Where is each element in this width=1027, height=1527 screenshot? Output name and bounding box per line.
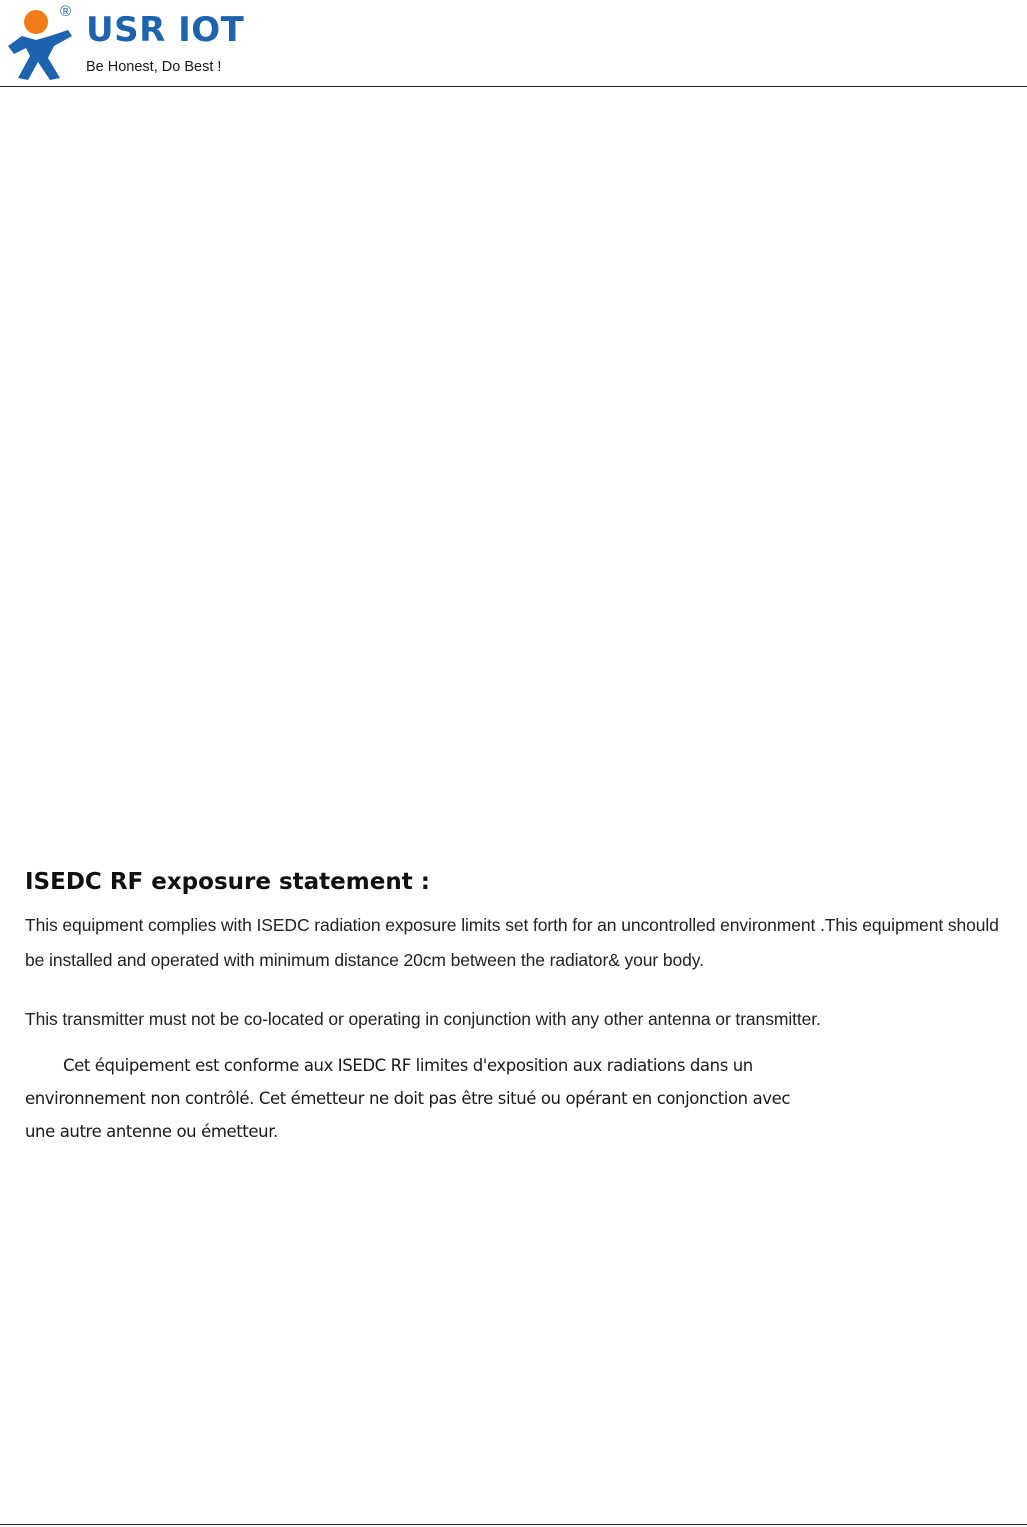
french-line: environnement non contrôlé. Cet émetteur ne doit pas être situé ou opérant en conjonction avec — [25, 1089, 791, 1108]
registered-mark: ® — [60, 3, 72, 20]
footer-divider — [0, 1524, 1027, 1525]
french-line: une autre antenne ou émetteur. — [25, 1122, 278, 1141]
french-statement — [25, 1049, 1015, 1148]
rf-exposure-statement — [25, 864, 1015, 1148]
header-divider — [0, 86, 1027, 87]
statement-heading: ISEDC RF exposure statement : — [25, 869, 430, 895]
brand-name: USR IOT — [86, 10, 245, 50]
co-location-paragraph: This transmitter must not be co-located or operating in conjunction with any other antenna or transmitter. — [25, 1009, 821, 1029]
french-line: Cet équipement est conforme aux ISEDC RF limites d'exposition aux radiations dans un — [63, 1056, 753, 1075]
brand-slogan: Be Honest, Do Best ! — [86, 59, 222, 75]
compliance-paragraph: This equipment complies with ISEDC radiation exposure limits set forth for an uncontrolled environment .This equipment should be installed and operated with minimum distance 20cm between the radiator& your body. — [25, 915, 999, 970]
page-header — [0, 0, 1027, 88]
